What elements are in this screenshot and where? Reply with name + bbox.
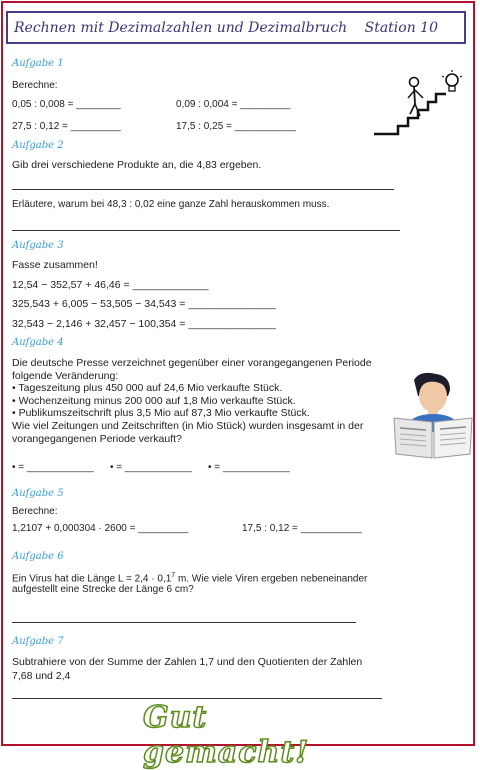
task-6-heading: Aufgabe 6 [12,551,64,562]
task-3-heading: Aufgabe 3 [12,240,64,251]
task-4-line: Wie viel Zeitungen und Zeitschriften (in Mio Stück) wurden insgesamt in der [12,419,364,432]
task-5-heading: Aufgabe 5 [12,488,64,499]
task-4-line: Die deutsche Presse verzeichnet gegenüber einer vorangegangenen Periode [12,357,372,369]
station-label: Station 10 [364,19,438,36]
task-4-bullet: • Wochenzeitung minus 200 000 auf 1,8 Mio verkaufte Stück. [12,394,296,407]
header-box [6,11,466,44]
task-4-answer-1: • = ____________ [12,462,94,473]
task-1-item-1: 0,05 : 0,008 = ________ [12,99,121,110]
task-6-line-2: aufgestellt eine Strecke der Länge 6 cm? [12,584,194,595]
task-1-item-2: 0,09 : 0,004 = _________ [176,99,291,110]
stairs-idea-icon [370,70,465,140]
task-7-line-1: Subtrahiere von der Summe der Zahlen 1,7 und den Quotienten der Zahlen [12,656,363,668]
answer-line [12,230,400,231]
newspaper-reader-icon [392,372,474,460]
task-7-line-2: 7,68 und 2,4 [12,670,71,682]
task-4-answer-2: • = ____________ [110,462,192,473]
task-2-text-2: Erläutere, warum bei 48,3 : 0,02 eine ganze Zahl herauskommen muss. [12,199,330,210]
task-5-item-2: 17,5 : 0,12 = ___________ [242,523,362,534]
praise-text: Gut gemacht! [143,700,310,770]
task-1-intro: Berechne: [12,80,58,91]
task-7-heading: Aufgabe 7 [12,636,64,647]
task-4-bullet: • Tageszeitung plus 450 000 auf 24,6 Mio verkaufte Stück. [12,382,283,395]
task-3-item-2: 325,543 + 6,005 − 53,505 − 34,543 = _______________ [12,298,276,310]
task-4-line: folgende Veränderung: [12,369,119,382]
task-1-item-4: 17,5 : 0,25 = ___________ [176,121,296,132]
task-6-text-a: Ein Virus hat die Länge L = 2,4 · 0,1 [12,573,172,585]
task-5-item-1: 1,2107 + 0,000304 · 2600 = _________ [12,523,189,534]
task-6-exponent: 7 [171,572,176,579]
task-4-text [12,357,372,445]
task-3-item-1: 12,54 − 352,57 + 46,46 = _____________ [12,279,209,291]
task-2-heading: Aufgabe 2 [12,140,64,151]
task-4-heading: Aufgabe 4 [12,337,64,348]
task-5-intro: Berechne: [12,506,58,517]
page-title: Rechnen mit Dezimalzahlen und Dezimalbruch [14,19,348,36]
answer-line [12,622,356,623]
task-4-line: vorangegangenen Periode verkauft? [12,432,182,445]
task-4-answer-3: • = ____________ [208,462,290,473]
task-3-item-3: 32,543 − 2,146 + 32,457 − 100,354 = _______________ [12,318,276,330]
task-1-item-3: 27,5 : 0,12 = _________ [12,121,121,132]
task-4-bullet: • Publikumszeitschrift plus 3,5 Mio auf 87,3 Mio verkaufte Stück. [12,407,310,420]
task-1-heading: Aufgabe 1 [12,58,64,69]
task-3-intro: Fasse zusammen! [12,259,98,271]
answer-line [12,698,382,699]
answer-line [12,189,394,190]
task-6-text-b: m. Wie viele Viren ergeben nebeneinander [175,573,368,585]
task-2-text-1: Gib drei verschiedene Produkte an, die 4,83 ergeben. [12,159,262,171]
